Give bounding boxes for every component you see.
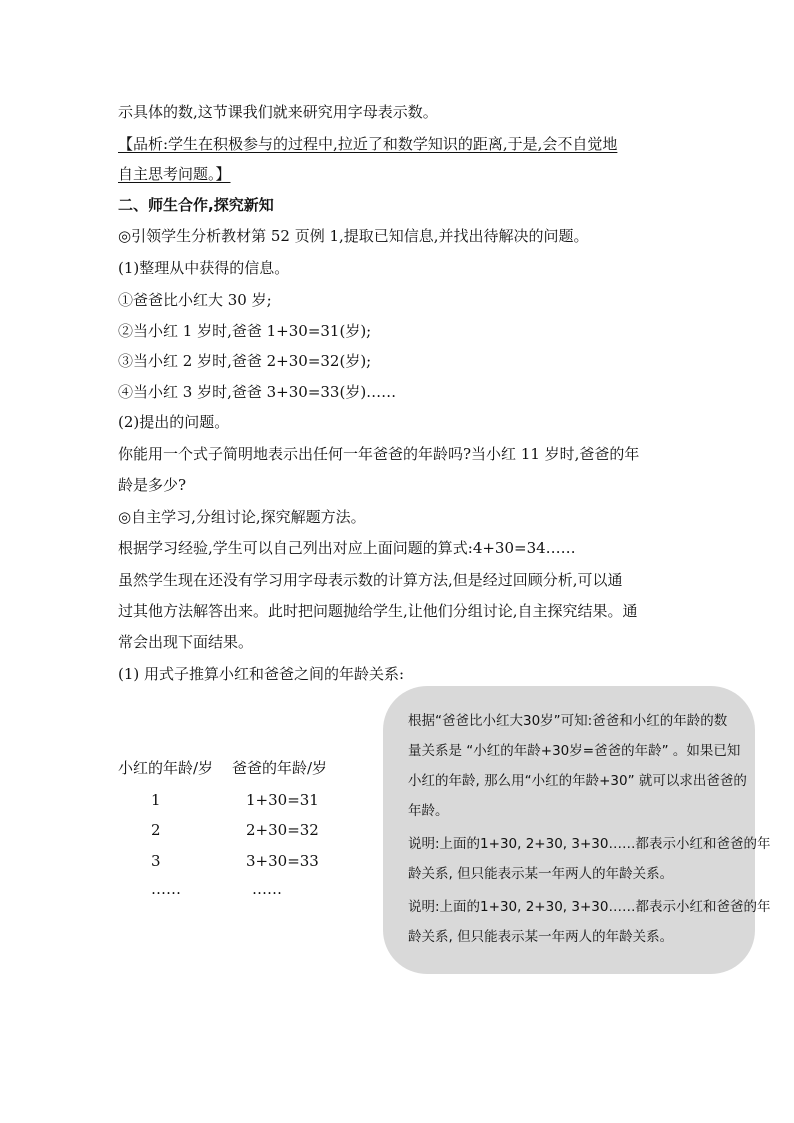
table-header-dad-age: 爸爸的年龄/岁	[232, 759, 328, 777]
callout-line: 龄关系, 但只能表示某一年两人的年龄关系。	[408, 866, 674, 882]
table-header-xiaohong-age: 小红的年龄/岁	[118, 759, 214, 777]
text-line: 龄是多少?	[118, 476, 187, 494]
text-line: ①爸爸比小红大 30 岁;	[118, 291, 272, 309]
callout-line: 根据“爸爸比小红大30岁”可知:爸爸和小红的年龄的数	[408, 713, 728, 729]
table-cell-xiaohong: 1	[151, 791, 161, 809]
callout-line: 说明:上面的1+30, 2+30, 3+30……都表示小红和爸爸的年	[408, 836, 771, 852]
text-line: ②当小红 1 岁时,爸爸 1+30=31(岁);	[118, 322, 372, 340]
callout-line: 小红的年龄, 那么用“小红的年龄+30” 就可以求出爸爸的	[408, 773, 747, 789]
text-line: 根据学习经验,学生可以自己列出对应上面问题的算式:4+30=34……	[118, 539, 576, 557]
table-cell-dad: ……	[252, 880, 282, 898]
text-line: 虽然学生现在还没有学习用字母表示数的计算方法,但是经过回顾分析,可以通	[118, 571, 623, 589]
callout-line: 年龄。	[408, 803, 449, 819]
text-line: 你能用一个式子简明地表示出任何一年爸爸的年龄吗?当小红 11 岁时,爸爸的年	[118, 445, 640, 463]
text-line: ④当小红 3 岁时,爸爸 3+30=33(岁)……	[118, 383, 397, 401]
table-cell-dad: 2+30=32	[246, 821, 319, 839]
section-heading: 二、师生合作,探究新知	[118, 196, 274, 214]
text-line: ◎自主学习,分组讨论,探究解题方法。	[118, 508, 366, 526]
table-cell-xiaohong: 2	[151, 821, 161, 839]
table-cell-xiaohong: 3	[151, 852, 161, 870]
text-line: 示具体的数,这节课我们就来研究用字母表示数。	[118, 103, 438, 121]
table-cell-xiaohong: ……	[151, 880, 181, 898]
callout-line: 量关系是 “小红的年龄+30岁=爸爸的年龄” 。如果已知	[408, 743, 741, 759]
table-cell-dad: 3+30=33	[246, 852, 319, 870]
text-line: 过其他方法解答出来。此时把问题抛给学生,让他们分组讨论,自主探究结果。通	[118, 602, 638, 620]
callout-line: 龄关系, 但只能表示某一年两人的年龄关系。	[408, 929, 674, 945]
text-line: (1) 用式子推算小红和爸爸之间的年龄关系:	[118, 665, 405, 683]
text-line: ◎引领学生分析教材第 52 页例 1,提取已知信息,并找出待解决的问题。	[118, 227, 589, 245]
text-line: (2)提出的问题。	[118, 413, 230, 431]
text-line: (1)整理从中获得的信息。	[118, 259, 290, 277]
callout-line: 说明:上面的1+30, 2+30, 3+30……都表示小红和爸爸的年	[408, 899, 771, 915]
analysis-note-line: 自主思考问题。】	[118, 165, 231, 183]
text-line: ③当小红 2 岁时,爸爸 2+30=32(岁);	[118, 352, 372, 370]
table-cell-dad: 1+30=31	[246, 791, 319, 809]
analysis-note-line: 【品析:学生在积极参与的过程中,拉近了和数学知识的距离,于是,会不自觉地	[118, 135, 618, 153]
text-line: 常会出现下面结果。	[118, 633, 254, 651]
